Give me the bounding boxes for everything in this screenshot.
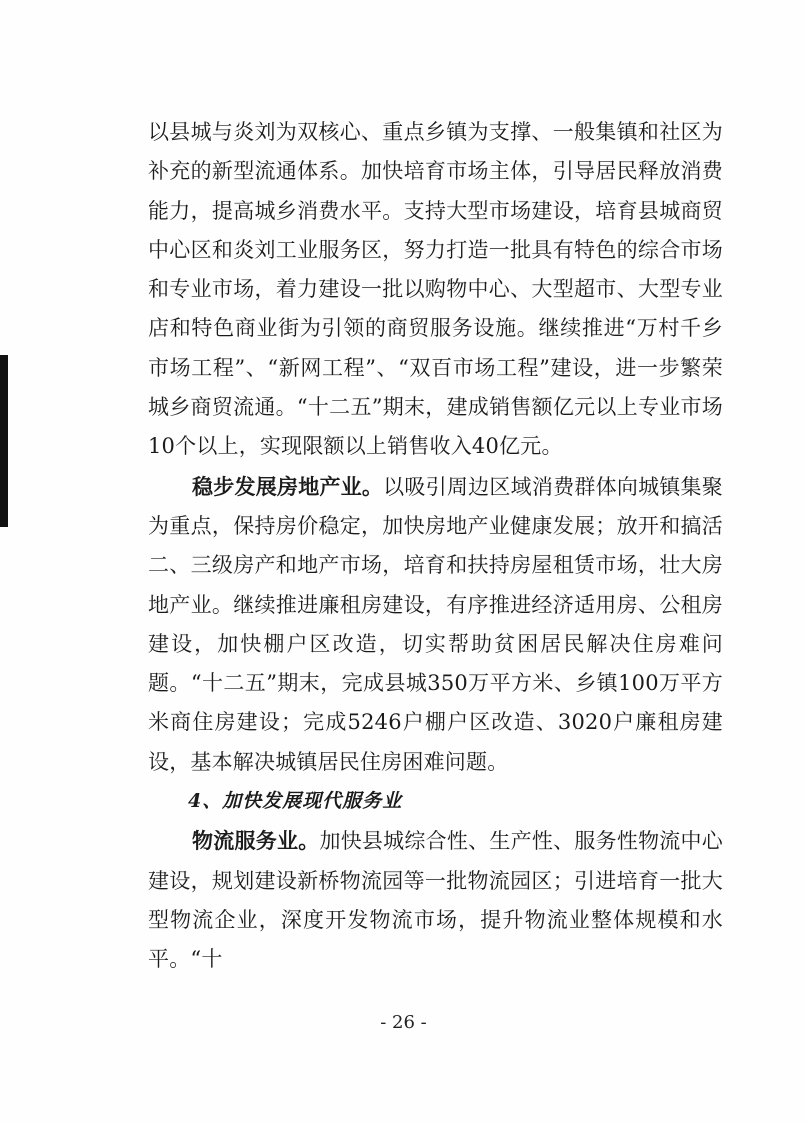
paragraph-lead: 稳步发展房地产业。	[192, 473, 384, 499]
paragraph-text: 以县城与炎刘为双核心、重点乡镇为支撑、一般集镇和社区为补充的新型流通体系。加快培育市场主体，引导居民释放消费能力，提高城乡消费水平。支持大型市场建设，培育县城商贸中心区和炎刘工业服务区，努力打造一批具有特色的综合市场和专业市场，着力建设一批以购物中心、大型超市、大型专业店和特色商业街为引领的商贸服务设施。继续推进“万村千乡市场工程”、“新网工程”、“双百市场工程”建设，进一步繁荣城乡商贸流通。“十二五”期末，建成销售额亿元以上专业市场10个以上，实现限额以上销售收入40亿元。	[148, 120, 723, 459]
body-text	[148, 112, 723, 980]
paragraph-lead: 物流服务业。	[192, 828, 320, 854]
paragraph-commerce	[148, 112, 723, 467]
section-heading: 4、加快发展现代服务业	[188, 790, 403, 813]
scan-edge-mark	[0, 355, 8, 527]
paragraph-logistics	[148, 821, 723, 979]
paragraph-text: 以吸引周边区域消费群体向城镇集聚为重点，保持房价稳定，加快房地产业健康发展；放开和搞活二、三级房产和地产市场，培育和扶持房屋租赁市场，壮大房地产业。继续推进廉租房建设，有序推进经济适用房、公租房建设，加快棚户区改造，切实帮助贫困居民解决住房难问题。“十二五”期末，完成县城350万平方米、乡镇100万平方米商住房建设；完成5246户棚户区改造、3020户廉租房建设，基本解决城镇居民住房困难问题。	[148, 474, 723, 774]
paragraph-real-estate	[148, 467, 723, 782]
page-number: - 26 -	[380, 1012, 427, 1033]
paragraph-text: 加快县城综合性、生产性、服务性物流中心建设，规划建设新桥物流园等一批物流园区；引进培育一批大型物流企业，深度开发物流市场，提升物流业整体规模和水平。“十	[148, 829, 723, 972]
